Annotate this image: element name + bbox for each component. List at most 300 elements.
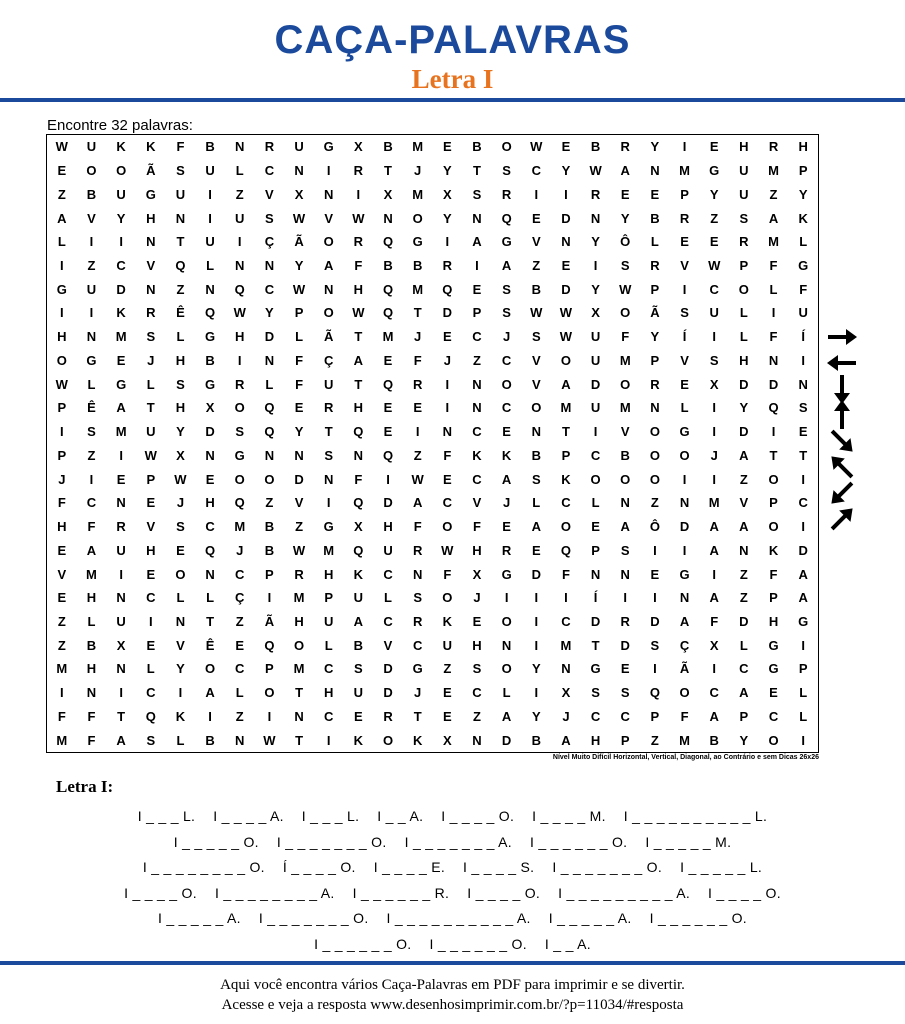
grid-cell[interactable]: D	[383, 661, 393, 677]
grid-cell[interactable]: R	[146, 305, 156, 321]
grid-cell[interactable]: F	[176, 139, 185, 155]
grid-cell[interactable]: N	[86, 329, 97, 345]
grid-cell[interactable]: W	[530, 139, 543, 155]
grid-cell[interactable]: L	[57, 234, 66, 250]
grid-cell[interactable]: V	[176, 637, 185, 653]
grid-cell[interactable]: U	[739, 163, 749, 179]
grid-cell[interactable]: W	[55, 139, 68, 155]
grid-cell[interactable]: I	[534, 590, 539, 606]
grid-cell[interactable]: V	[265, 186, 274, 202]
grid-cell[interactable]: I	[445, 376, 450, 392]
grid-cell[interactable]: O	[738, 281, 749, 297]
grid-cell[interactable]: C	[146, 685, 156, 701]
grid-cell[interactable]: R	[383, 708, 393, 724]
grid-cell[interactable]: L	[265, 376, 274, 392]
grid-cell[interactable]: C	[472, 329, 482, 345]
grid-cell[interactable]: Y	[709, 186, 719, 202]
grid-cell[interactable]: E	[502, 424, 511, 440]
grid-cell[interactable]: P	[769, 495, 778, 511]
grid-cell[interactable]: I	[682, 139, 687, 155]
grid-cell[interactable]: D	[264, 329, 275, 345]
grid-cell[interactable]: Ã	[264, 613, 275, 629]
grid-cell[interactable]: L	[295, 329, 304, 345]
grid-cell[interactable]: O	[442, 590, 453, 606]
grid-cell[interactable]: F	[413, 352, 422, 368]
grid-cell[interactable]: A	[739, 519, 749, 535]
grid-cell[interactable]: Q	[382, 234, 394, 250]
grid-cell[interactable]: I	[712, 566, 717, 582]
grid-cell[interactable]: C	[472, 424, 482, 440]
grid-cell[interactable]: N	[650, 163, 660, 179]
grid-cell[interactable]: P	[265, 661, 274, 677]
grid-cell[interactable]: Z	[650, 495, 659, 511]
grid-cell[interactable]: P	[739, 258, 749, 273]
grid-cell[interactable]: E	[769, 685, 778, 701]
grid-cell[interactable]: Q	[382, 281, 394, 297]
grid-cell[interactable]: C	[709, 281, 719, 297]
grid-cell[interactable]: T	[324, 424, 333, 440]
grid-cell[interactable]: Ê	[205, 637, 215, 653]
grid-cell[interactable]: H	[324, 566, 334, 582]
grid-cell[interactable]: A	[501, 258, 512, 273]
grid-cell[interactable]: Í	[682, 329, 687, 345]
grid-cell[interactable]: W	[441, 542, 454, 558]
grid-cell[interactable]: R	[442, 258, 453, 273]
grid-cell[interactable]: K	[561, 471, 571, 487]
grid-cell[interactable]: I	[445, 400, 450, 416]
grid-cell[interactable]: M	[679, 732, 690, 748]
grid-cell[interactable]: O	[620, 305, 631, 321]
grid-cell[interactable]: S	[502, 163, 511, 179]
grid-cell[interactable]: C	[442, 495, 453, 511]
grid-cell[interactable]: L	[146, 661, 155, 677]
grid-cell[interactable]: F	[443, 447, 452, 463]
grid-cell[interactable]: C	[235, 566, 245, 582]
grid-cell[interactable]: A	[472, 234, 482, 250]
grid-cell[interactable]: R	[324, 400, 334, 416]
grid-cell[interactable]: G	[768, 637, 779, 653]
grid-cell[interactable]: E	[57, 542, 67, 558]
grid-cell[interactable]: T	[354, 376, 363, 392]
grid-cell[interactable]: C	[620, 708, 630, 724]
grid-cell[interactable]: T	[384, 163, 392, 179]
grid-cell[interactable]: M	[56, 732, 68, 748]
grid-cell[interactable]: N	[205, 281, 215, 297]
grid-cell[interactable]: D	[442, 305, 453, 321]
grid-cell[interactable]: H	[86, 661, 97, 677]
grid-cell[interactable]: K	[116, 139, 126, 155]
grid-cell[interactable]: I	[801, 732, 805, 748]
grid-cell[interactable]: W	[292, 281, 306, 297]
grid-cell[interactable]: V	[531, 234, 541, 250]
grid-cell[interactable]: G	[412, 661, 423, 677]
grid-cell[interactable]: U	[235, 210, 245, 226]
grid-cell[interactable]: A	[116, 400, 126, 416]
grid-cell[interactable]: N	[116, 661, 126, 677]
grid-cell[interactable]: E	[798, 424, 808, 440]
grid-cell[interactable]: C	[501, 400, 512, 416]
grid-cell[interactable]: B	[86, 186, 97, 202]
grid-cell[interactable]: Ç	[264, 234, 275, 250]
grid-cell[interactable]: F	[769, 329, 778, 345]
grid-cell[interactable]: I	[534, 637, 539, 653]
grid-cell[interactable]: F	[799, 281, 808, 297]
grid-cell[interactable]: Y	[442, 210, 452, 226]
grid-cell[interactable]: G	[116, 376, 127, 392]
grid-cell[interactable]: A	[709, 542, 719, 558]
grid-cell[interactable]: P	[650, 352, 660, 368]
grid-cell[interactable]: C	[235, 661, 245, 677]
grid-cell[interactable]: I	[119, 566, 123, 582]
grid-cell[interactable]: B	[590, 139, 601, 155]
grid-cell[interactable]: I	[356, 186, 361, 202]
grid-cell[interactable]: R	[739, 234, 749, 250]
grid-cell[interactable]: S	[620, 258, 630, 273]
grid-cell[interactable]: Z	[295, 519, 304, 535]
grid-cell[interactable]: B	[620, 447, 630, 463]
grid-cell[interactable]: F	[57, 495, 66, 511]
grid-cell[interactable]: F	[295, 352, 304, 368]
grid-cell[interactable]: R	[679, 210, 690, 226]
grid-cell[interactable]: N	[294, 163, 304, 179]
grid-cell[interactable]: O	[323, 305, 334, 321]
grid-cell[interactable]: U	[590, 352, 601, 368]
grid-cell[interactable]: I	[801, 637, 805, 653]
grid-cell[interactable]: S	[324, 447, 334, 463]
grid-cell[interactable]: I	[712, 424, 717, 440]
grid-cell[interactable]: R	[353, 163, 364, 179]
grid-cell[interactable]: I	[415, 424, 420, 440]
grid-cell[interactable]: Z	[739, 590, 748, 606]
grid-cell[interactable]: S	[472, 186, 482, 202]
grid-cell[interactable]: E	[650, 566, 660, 582]
grid-cell[interactable]: N	[235, 258, 245, 273]
grid-cell[interactable]: A	[501, 471, 512, 487]
grid-cell[interactable]: M	[293, 590, 305, 606]
grid-cell[interactable]: D	[590, 376, 601, 392]
grid-cell[interactable]: N	[679, 495, 690, 511]
grid-cell[interactable]: A	[561, 732, 571, 748]
grid-cell[interactable]: O	[116, 163, 127, 179]
grid-cell[interactable]: L	[680, 400, 689, 416]
grid-cell[interactable]: Z	[87, 258, 96, 273]
grid-cell[interactable]: Z	[87, 447, 96, 463]
grid-cell[interactable]: D	[561, 210, 571, 226]
grid-cell[interactable]: C	[146, 590, 156, 606]
grid-cell[interactable]: U	[383, 542, 393, 558]
grid-cell[interactable]: H	[146, 210, 156, 226]
grid-cell[interactable]: E	[205, 471, 215, 487]
grid-cell[interactable]: H	[739, 352, 749, 368]
grid-cell[interactable]: H	[590, 732, 601, 748]
grid-cell[interactable]: H	[798, 139, 808, 155]
grid-cell[interactable]: E	[442, 329, 452, 345]
grid-cell[interactable]: N	[324, 281, 334, 297]
grid-cell[interactable]: L	[146, 376, 155, 392]
grid-cell[interactable]: O	[382, 732, 394, 748]
grid-cell[interactable]: K	[146, 139, 156, 155]
grid-cell[interactable]: C	[324, 708, 334, 724]
grid-cell[interactable]: G	[412, 234, 423, 250]
grid-cell[interactable]: A	[709, 708, 719, 724]
grid-cell[interactable]: V	[531, 352, 541, 368]
grid-cell[interactable]: E	[561, 258, 571, 273]
grid-cell[interactable]: U	[798, 305, 808, 321]
grid-cell[interactable]: D	[531, 566, 541, 582]
grid-cell[interactable]: S	[739, 210, 749, 226]
grid-cell[interactable]: L	[650, 234, 659, 250]
grid-cell[interactable]: I	[60, 424, 64, 440]
grid-cell[interactable]: E	[591, 519, 600, 535]
grid-cell[interactable]: I	[593, 258, 598, 273]
grid-cell[interactable]: G	[709, 163, 720, 179]
grid-cell[interactable]: I	[771, 424, 776, 440]
grid-cell[interactable]: M	[234, 519, 246, 535]
grid-cell[interactable]: E	[442, 685, 452, 701]
grid-cell[interactable]: N	[531, 424, 541, 440]
grid-cell[interactable]: A	[709, 590, 719, 606]
grid-cell[interactable]: I	[682, 471, 687, 487]
grid-cell[interactable]: P	[798, 661, 808, 677]
grid-cell[interactable]: Í	[801, 329, 805, 345]
grid-cell[interactable]: I	[504, 590, 509, 606]
grid-cell[interactable]: I	[60, 258, 64, 273]
grid-cell[interactable]: I	[653, 661, 657, 677]
grid-cell[interactable]: X	[472, 566, 482, 582]
grid-cell[interactable]: H	[57, 519, 67, 535]
grid-cell[interactable]: E	[57, 590, 67, 606]
grid-cell[interactable]: Q	[649, 685, 660, 701]
grid-cell[interactable]: O	[501, 613, 512, 629]
grid-cell[interactable]: N	[353, 447, 364, 463]
grid-cell[interactable]: L	[324, 637, 333, 653]
grid-cell[interactable]: I	[178, 685, 183, 701]
grid-cell[interactable]: I	[237, 234, 242, 250]
grid-cell[interactable]: D	[768, 376, 779, 392]
grid-cell[interactable]: W	[352, 305, 365, 321]
grid-cell[interactable]: K	[442, 613, 453, 629]
grid-cell[interactable]: J	[236, 542, 244, 558]
grid-cell[interactable]: W	[708, 258, 721, 273]
grid-cell[interactable]: Q	[234, 281, 245, 297]
grid-cell[interactable]: J	[503, 329, 511, 345]
grid-cell[interactable]: N	[235, 139, 245, 155]
grid-cell[interactable]: V	[146, 519, 156, 535]
grid-cell[interactable]: P	[620, 732, 630, 748]
grid-cell[interactable]: U	[590, 400, 601, 416]
grid-cell[interactable]: N	[768, 352, 779, 368]
grid-cell[interactable]: E	[709, 234, 719, 250]
grid-cell[interactable]: Ê	[176, 305, 185, 321]
grid-cell[interactable]: S	[176, 519, 185, 535]
grid-cell[interactable]: Q	[382, 305, 394, 321]
grid-cell[interactable]: U	[353, 685, 364, 701]
grid-cell[interactable]: E	[561, 139, 571, 155]
grid-cell[interactable]: Ã	[294, 234, 304, 250]
grid-cell[interactable]: L	[176, 329, 185, 345]
grid-cell[interactable]: N	[620, 495, 630, 511]
grid-cell[interactable]: H	[175, 400, 186, 416]
grid-cell[interactable]: N	[264, 352, 275, 368]
grid-cell[interactable]: W	[352, 210, 365, 226]
grid-cell[interactable]: N	[620, 566, 630, 582]
grid-cell[interactable]: I	[89, 305, 94, 321]
grid-cell[interactable]: Y	[591, 234, 600, 250]
grid-cell[interactable]: F	[87, 708, 96, 724]
grid-cell[interactable]: G	[145, 186, 156, 202]
grid-cell[interactable]: Y	[531, 661, 541, 677]
grid-cell[interactable]: I	[119, 447, 123, 463]
grid-cell[interactable]: U	[739, 186, 749, 202]
grid-cell[interactable]: B	[709, 732, 719, 748]
grid-cell[interactable]: E	[383, 424, 393, 440]
grid-cell[interactable]: X	[591, 305, 600, 321]
grid-cell[interactable]: X	[294, 186, 304, 202]
grid-cell[interactable]: G	[590, 661, 601, 677]
grid-cell[interactable]: G	[205, 376, 216, 392]
grid-cell[interactable]: S	[354, 661, 363, 677]
grid-cell[interactable]: I	[208, 708, 212, 724]
grid-cell[interactable]: B	[650, 210, 660, 226]
grid-cell[interactable]: I	[653, 590, 657, 606]
grid-cell[interactable]: Y	[294, 424, 304, 440]
grid-cell[interactable]: V	[383, 637, 393, 653]
grid-cell[interactable]: Ã	[679, 661, 690, 677]
grid-cell[interactable]: T	[176, 234, 185, 250]
grid-cell[interactable]: F	[57, 708, 66, 724]
grid-cell[interactable]: D	[561, 281, 571, 297]
grid-cell[interactable]: U	[294, 139, 304, 155]
grid-cell[interactable]: F	[621, 329, 630, 345]
grid-cell[interactable]: G	[323, 519, 334, 535]
grid-cell[interactable]: F	[710, 613, 719, 629]
grid-cell[interactable]: J	[503, 495, 511, 511]
grid-cell[interactable]: U	[324, 613, 334, 629]
grid-cell[interactable]: Y	[265, 305, 274, 321]
grid-cell[interactable]: N	[650, 400, 660, 416]
grid-cell[interactable]: O	[560, 352, 571, 368]
grid-cell[interactable]: S	[265, 210, 274, 226]
grid-cell[interactable]: X	[383, 186, 393, 202]
grid-cell[interactable]: S	[620, 542, 630, 558]
grid-cell[interactable]: S	[176, 376, 185, 392]
grid-cell[interactable]: V	[739, 495, 749, 511]
grid-cell[interactable]: Q	[234, 495, 245, 511]
grid-cell[interactable]: A	[86, 542, 97, 558]
grid-cell[interactable]: P	[680, 186, 689, 202]
grid-cell[interactable]: O	[679, 447, 690, 463]
grid-cell[interactable]: T	[413, 708, 422, 724]
grid-cell[interactable]: R	[590, 186, 601, 202]
grid-cell[interactable]: U	[442, 637, 453, 653]
grid-cell[interactable]: O	[560, 519, 571, 535]
grid-cell[interactable]: Y	[116, 210, 126, 226]
grid-cell[interactable]: N	[175, 613, 186, 629]
grid-cell[interactable]: X	[116, 637, 126, 653]
grid-cell[interactable]: N	[472, 732, 482, 748]
grid-cell[interactable]: O	[501, 376, 512, 392]
grid-cell[interactable]: B	[353, 637, 364, 653]
grid-cell[interactable]: U	[116, 186, 126, 202]
grid-cell[interactable]: C	[531, 163, 541, 179]
grid-cell[interactable]: Ã	[650, 305, 660, 321]
grid-cell[interactable]: C	[324, 661, 334, 677]
grid-cell[interactable]: E	[620, 186, 630, 202]
grid-cell[interactable]: I	[564, 590, 568, 606]
grid-cell[interactable]: O	[412, 210, 423, 226]
grid-cell[interactable]: T	[413, 305, 422, 321]
grid-cell[interactable]: Q	[560, 542, 571, 558]
grid-cell[interactable]: Q	[353, 542, 364, 558]
grid-cell[interactable]: B	[86, 637, 97, 653]
grid-cell[interactable]: B	[412, 258, 423, 273]
grid-cell[interactable]: O	[293, 637, 305, 653]
grid-cell[interactable]: W	[292, 542, 306, 558]
grid-cell[interactable]: L	[739, 329, 748, 345]
grid-cell[interactable]: E	[472, 281, 482, 297]
grid-cell[interactable]: O	[234, 471, 245, 487]
grid-cell[interactable]: E	[531, 542, 541, 558]
grid-cell[interactable]: Z	[235, 708, 244, 724]
grid-cell[interactable]: Q	[382, 447, 394, 463]
grid-cell[interactable]: Z	[710, 210, 719, 226]
grid-cell[interactable]: H	[353, 281, 364, 297]
grid-cell[interactable]: O	[768, 732, 779, 748]
grid-cell[interactable]: H	[383, 519, 393, 535]
grid-cell[interactable]: I	[60, 685, 64, 701]
grid-cell[interactable]: E	[146, 566, 156, 582]
grid-cell[interactable]: Q	[205, 305, 216, 321]
grid-cell[interactable]: P	[472, 305, 482, 321]
grid-cell[interactable]: L	[206, 258, 215, 273]
grid-cell[interactable]: U	[86, 139, 97, 155]
grid-cell[interactable]: E	[442, 708, 452, 724]
grid-cell[interactable]: E	[116, 471, 126, 487]
grid-cell[interactable]: S	[413, 590, 422, 606]
grid-cell[interactable]: L	[799, 234, 808, 250]
grid-cell[interactable]: B	[383, 258, 393, 273]
grid-cell[interactable]: B	[531, 732, 541, 748]
grid-cell[interactable]: O	[264, 685, 275, 701]
grid-cell[interactable]: T	[295, 732, 304, 748]
grid-cell[interactable]: F	[769, 566, 778, 582]
grid-cell[interactable]: I	[148, 613, 153, 629]
grid-cell[interactable]: Ç	[235, 590, 245, 606]
grid-cell[interactable]: J	[473, 590, 481, 606]
grid-cell[interactable]: I	[801, 471, 805, 487]
grid-cell[interactable]: D	[679, 519, 690, 535]
grid-cell[interactable]: O	[56, 352, 67, 368]
grid-cell[interactable]: N	[472, 210, 482, 226]
grid-cell[interactable]: Q	[442, 281, 453, 297]
grid-cell[interactable]: K	[353, 732, 364, 748]
grid-cell[interactable]: Q	[175, 258, 186, 273]
grid-cell[interactable]: T	[591, 637, 600, 653]
grid-cell[interactable]: E	[235, 637, 245, 653]
grid-cell[interactable]: I	[623, 590, 628, 606]
grid-cell[interactable]: X	[205, 400, 215, 416]
grid-cell[interactable]: V	[680, 352, 689, 368]
grid-cell[interactable]: W	[55, 376, 68, 392]
grid-cell[interactable]: A	[739, 685, 749, 701]
grid-cell[interactable]: F	[87, 732, 96, 748]
grid-cell[interactable]: T	[354, 329, 363, 345]
grid-cell[interactable]: O	[501, 139, 512, 155]
grid-cell[interactable]: N	[679, 590, 690, 606]
grid-cell[interactable]: R	[620, 613, 630, 629]
grid-cell[interactable]: O	[442, 519, 453, 535]
grid-cell[interactable]: F	[87, 519, 96, 535]
